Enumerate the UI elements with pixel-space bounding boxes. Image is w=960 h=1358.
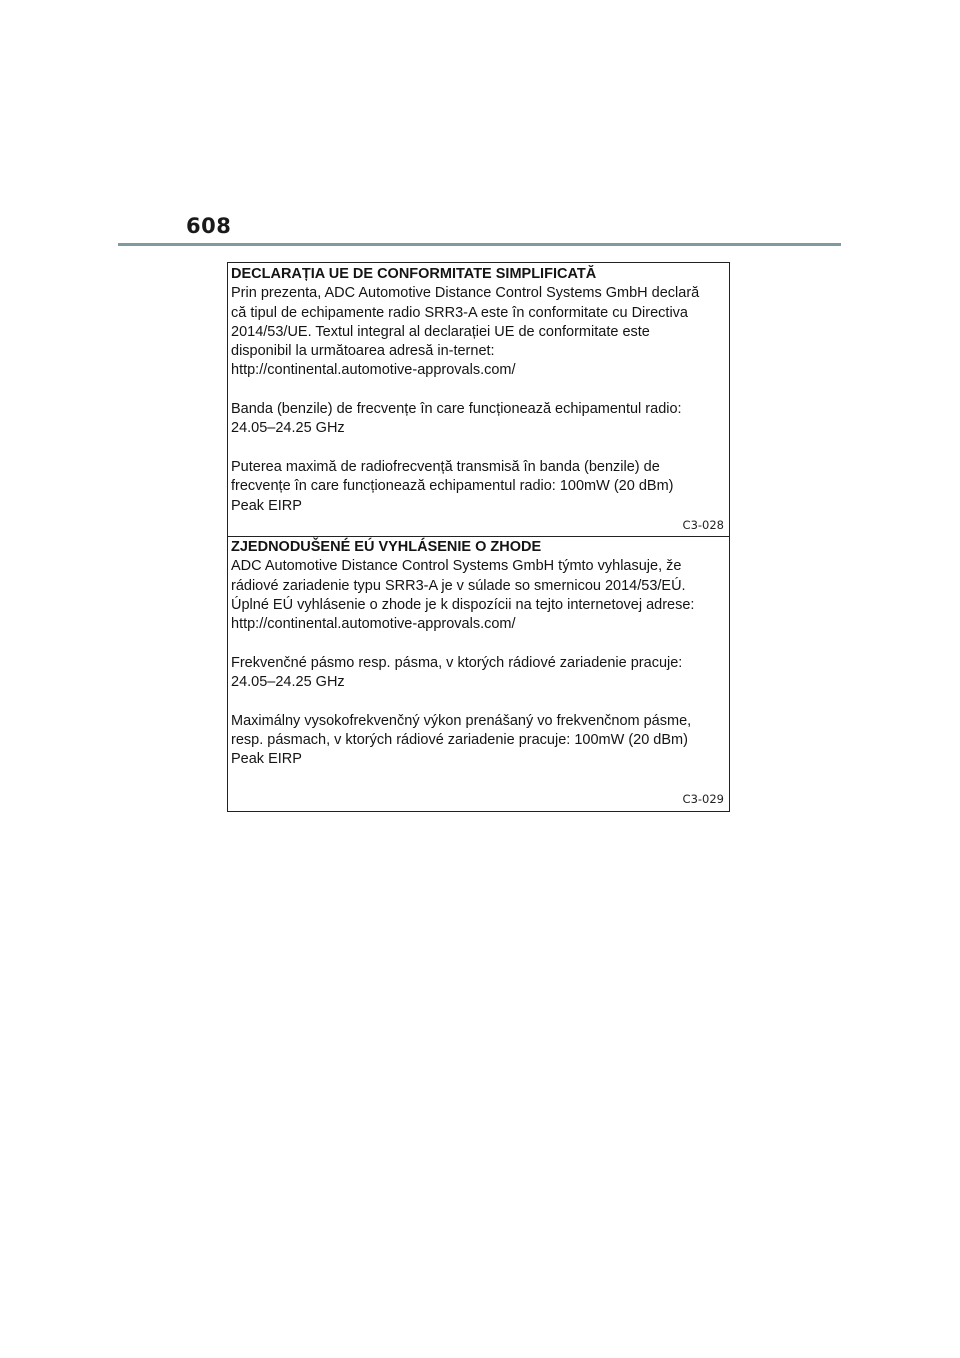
text-line: Peak EIRP [231, 497, 302, 514]
spacer [231, 381, 729, 400]
text-line: frecvențe în care funcționează echipamentul radio: 100mW (20 dBm) [231, 478, 674, 495]
text-line: Maximálny vysokofrekvenčný výkon prenášaný vo frekvenčnom pásme, [231, 712, 692, 729]
section-body [228, 536, 729, 770]
reference-code: C3-028 [682, 518, 724, 532]
section-body [228, 263, 729, 516]
text-line: că tipul de echipamente radio SRR3-A este în conformitate cu Directiva [231, 304, 688, 321]
text-line: 2014/53/UE. Textul integral al declarației UE de conformitate este [231, 323, 650, 340]
text-line: Úplné EÚ vyhlásenie o zhode je k dispozícii na tejto internetovej adrese: [231, 596, 695, 613]
paragraph [231, 400, 729, 439]
text-line: 24.05–24.25 GHz [231, 420, 345, 437]
spacer [231, 439, 729, 458]
text-line: Frekvenčné pásmo resp. pásma, v ktorých rádiové zariadenie pracuje: [231, 654, 683, 671]
text-line: ADC Automotive Distance Control Systems GmbH týmto vyhlasuje, že [231, 558, 682, 575]
url-line: http://continental.automotive-approvals.com/ [231, 362, 516, 379]
text-line: Prin prezenta, ADC Automotive Distance Control Systems GmbH declară [231, 285, 700, 302]
section-title: DECLARAȚIA UE DE CONFORMITATE SIMPLIFICATĂ [231, 266, 597, 282]
text-line: Peak EIRP [231, 751, 302, 768]
declaration-section-sk [228, 536, 729, 811]
section-title: ZJEDNODUŠENÉ EÚ VYHLÁSENIE O ZHODE [231, 539, 542, 555]
text-line: Banda (benzile) de frecvențe în care funcționează echipamentul radio: [231, 401, 682, 418]
declaration-box [227, 262, 730, 812]
reference-code: C3-029 [682, 792, 724, 806]
header-rule [118, 243, 841, 246]
url-line: http://continental.automotive-approvals.com/ [231, 616, 516, 633]
spacer [231, 692, 729, 711]
page-number: 608 [186, 214, 232, 238]
text-line: rádiové zariadenie typu SRR3-A je v súlade so smernicou 2014/53/EÚ. [231, 577, 686, 594]
paragraph [231, 557, 729, 634]
declaration-section-ro [228, 263, 729, 537]
paragraph [231, 712, 729, 770]
text-line: disponibil la următoarea adresă in-ternet: [231, 343, 495, 360]
spacer [231, 634, 729, 653]
paragraph [231, 284, 729, 380]
paragraph [231, 654, 729, 693]
paragraph [231, 458, 729, 516]
text-line: 24.05–24.25 GHz [231, 674, 345, 691]
text-line: Puterea maximă de radiofrecvență transmisă în banda (benzile) de [231, 458, 660, 475]
text-line: resp. pásmach, v ktorých rádiové zariadenie pracuje: 100mW (20 dBm) [231, 731, 688, 748]
